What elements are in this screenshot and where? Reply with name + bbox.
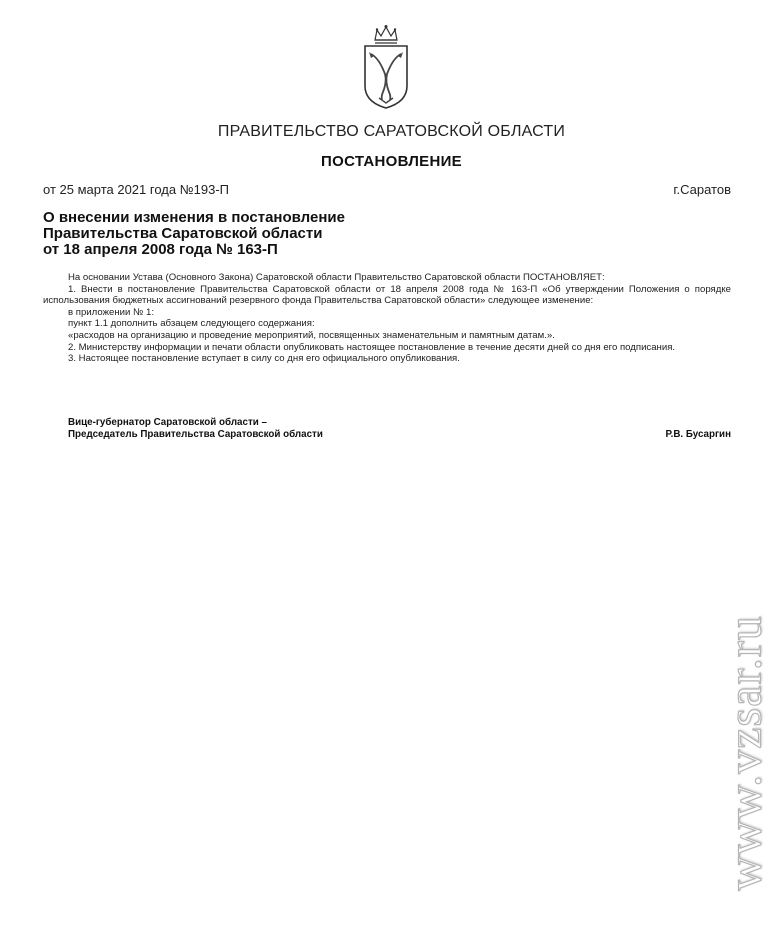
signature-block xyxy=(68,417,731,441)
signature-position-line-1: Вице-губернатор Саратовской области – xyxy=(68,417,267,428)
body-paragraph-preamble: На основании Устава (Основного Закона) Саратовской области Правительство Саратовской области ПОСТАНОВЛЯЕТ: xyxy=(68,272,605,283)
document-date-number: от 25 марта 2021 года №193-П xyxy=(43,182,230,197)
signature-position-line-2: Председатель Правительства Саратовской области xyxy=(68,429,323,440)
signature-name: Р.В. Бусаргин xyxy=(665,429,731,440)
document-place: г.Саратов xyxy=(673,182,731,197)
document-body xyxy=(43,272,731,365)
body-paragraph-item-1: 1. Внести в постановление Правительства Саратовской области от 18 апреля 2008 года № 163-П «Об утверждении Положения о порядке использования бюджетных ассигнований резервного фонда Правительства Саратовской области» следующее изменение: xyxy=(43,283,731,307)
coat-of-arms-icon xyxy=(361,24,411,110)
site-watermark: www.vzsar.ru xyxy=(718,615,772,891)
body-paragraph-quote: «расходов на организацию и проведение мероприятий, посвященных знаменательным и памятным датам.». xyxy=(68,329,555,341)
title-line-1: О внесении изменения в постановление xyxy=(43,209,345,226)
government-name: ПРАВИТЕЛЬСТВО САРАТОВСКОЙ ОБЛАСТИ xyxy=(217,123,566,140)
document-type: ПОСТАНОВЛЕНИЕ xyxy=(321,153,462,170)
body-paragraph-item-2: 2. Министерству информации и печати области опубликовать настоящее постановление в течение десяти дней со дня его подписания. xyxy=(68,341,676,353)
title-line-2: Правительства Саратовской области xyxy=(43,225,323,242)
body-paragraph-appendix: в приложении № 1: xyxy=(68,306,154,318)
title-line-3: от 18 апреля 2008 года № 163-П xyxy=(43,241,278,258)
body-paragraph-clause: пункт 1.1 дополнить абзацем следующего содержания: xyxy=(68,318,315,330)
body-paragraph-item-3: 3. Настоящее постановление вступает в силу со дня его официального опубликования. xyxy=(68,353,460,365)
document-title xyxy=(43,210,493,258)
